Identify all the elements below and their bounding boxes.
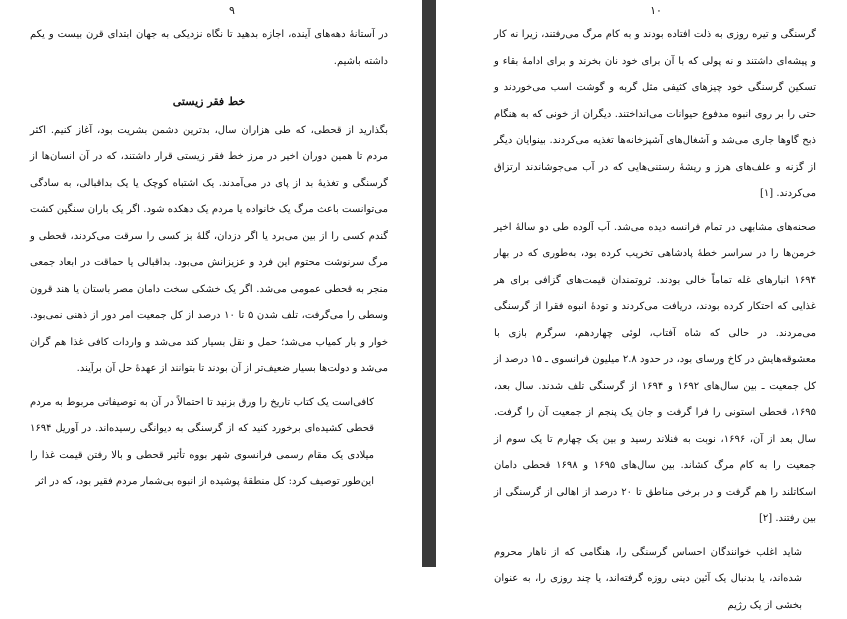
left-intro-paragraph: در آستانهٔ دهه‌های آینده، اجازه بدهید تا نگاه نزدیکی به جهان ابتدای قرن بیست و یکم داشته باشیم. xyxy=(30,22,388,75)
left-paragraph-2: کافی‌است یک کتاب تاریخ را ورق بزنید تا احتمالاً در آن به توصیفاتی مربوط به مردم قحطی کشیده‌ای برخورد کنید که از گرسنگی به دیوانگی رسیده‌اند. در آوریل ۱۶۹۴ میلادی یک مقام رسمی فرانسوی شهر بووه تأثیر قحطی و بالا رفتن قیمت غذا را این‌طور توصیف کرد: کل منطقهٔ پوشیده از انبوه بی‌شمار مردم فقیر بود، که در اثر xyxy=(30,390,388,496)
right-page xyxy=(436,0,847,567)
section-title: خط فقر زیستی xyxy=(30,89,388,116)
right-page-text xyxy=(494,22,816,619)
left-paragraph-1: بگذارید از قحطی، که طی هزاران سال، بدترین دشمن بشریت بود، آغاز کنیم. اکثر مردم تا همین دوران اخیر در مرز خط فقر زیستی قرار داشتند، که در آن انسان‌ها از گرسنگی و تغذیهٔ بد از پای در می‌آمدند. یک اشتباه کوچک یا یک بداقبالی، به سادگی می‌توانست باعث مرگ یک خانواده یا مردم یک دهکده شود. اگر یک باران سنگین کشت گندم کسی را از بین می‌برد یا اگر دزدان، گلهٔ بز کسی را سرقت می‌کردند، قحطی و مرگ سرنوشت محتوم این فرد و عزیزانش می‌بود. بداقبالی یا حماقت در ابعاد جمعی منجر به قحطی عمومی می‌شد. اگر یک خشکی سخت دامان مصر باستان یا هند قرون وسطی را می‌گرفت، تلف شدن ۵ تا ۱۰ درصد از کل جمعیت امر دور از ذهنی نمی‌بود. خوار و بار کمیاب می‌شد؛ حمل و نقل بسیار کند می‌شد و واردات کافی غذا هم گران می‌شد و دولت‌ها بسیار ضعیف‌تر از آن بودند تا بتوانند از عهدهٔ حل آن برآیند. xyxy=(30,118,388,383)
book-gutter xyxy=(422,0,436,567)
right-paragraph-1: گرسنگی و تیره روزی به ذلت افتاده بودند و به کام مرگ می‌رفتند، زیرا نه کار و پیشه‌ای داشتند و نه پولی که با آن برای خود نان بخرند و برای ادامهٔ بقاء و تسکین گرسنگی خود چیزهای کثیفی مثل گربه و گوشت اسب می‌خوردند و حتی را بر روی انبوه مدفوع حیوانات می‌انداختند. دیگران از خونی که به هنگام ذبح گاوها جاری می‌شد و آشغال‌های آشپزخانه‌ها تغذیه می‌کردند. بینوایان دیگر از گزنه و علف‌های هرز و ریشهٔ رستنی‌هایی که در آب می‌جوشاندند ارتزاق می‌کردند. [۱] xyxy=(494,22,816,208)
left-page-text xyxy=(30,22,388,496)
right-paragraph-3: شاید اغلب خوانندگان احساس گرسنگی را، هنگامی که از ناهار محروم شده‌اند، یا بدنبال یک آئین دینی روزه گرفته‌اند، یا چند روزی را، به عنوان بخشی از یک رژیم xyxy=(494,540,816,619)
left-page xyxy=(0,0,422,567)
left-page-number: ۹ xyxy=(222,4,242,17)
right-paragraph-2: صحنه‌های مشابهی در تمام فرانسه دیده می‌شد. آب آلوده طی دو سالهٔ اخیر خرمن‌ها را در سراسر خطهٔ پادشاهی تخریب کرده بود، به‌طوری که در بهار ۱۶۹۴ انبارهای غله تماماً خالی بودند. ثروتمندان قیمت‌های گزافی برای هر غذایی که احتکار کرده بودند، دریافت می‌کردند و تودهٔ انبوه فقرا از گرسنگی می‌مردند. در حالی که شاه آفتاب، لوئی چهاردهم، سرگرم بازی با معشوقه‌هایش در کاخ ورسای بود، در حدود ۲.۸ میلیون فرانسوی ـ ۱۵ درصد از کل جمعیت ـ بین سال‌های ۱۶۹۲ و ۱۶۹۴ از گرسنگی تلف شدند. سال بعد، ۱۶۹۵، قحطی استونی را فرا گرفت و جان یک پنجم از جمعیت آن را گرفت. سال بعد از آن، ۱۶۹۶، نوبت به فنلاند رسید و بین یک چهارم تا یک سوم از جمعیت را به کام مرگ کشاند. بین سال‌های ۱۶۹۵ و ۱۶۹۸ قحطی دامان اسکاتلند را هم گرفت و در برخی مناطق تا ۲۰ درصد از اهالی از گرسنگی از بین رفتند. [۲] xyxy=(494,215,816,533)
right-page-number: ۱۰ xyxy=(646,4,666,17)
